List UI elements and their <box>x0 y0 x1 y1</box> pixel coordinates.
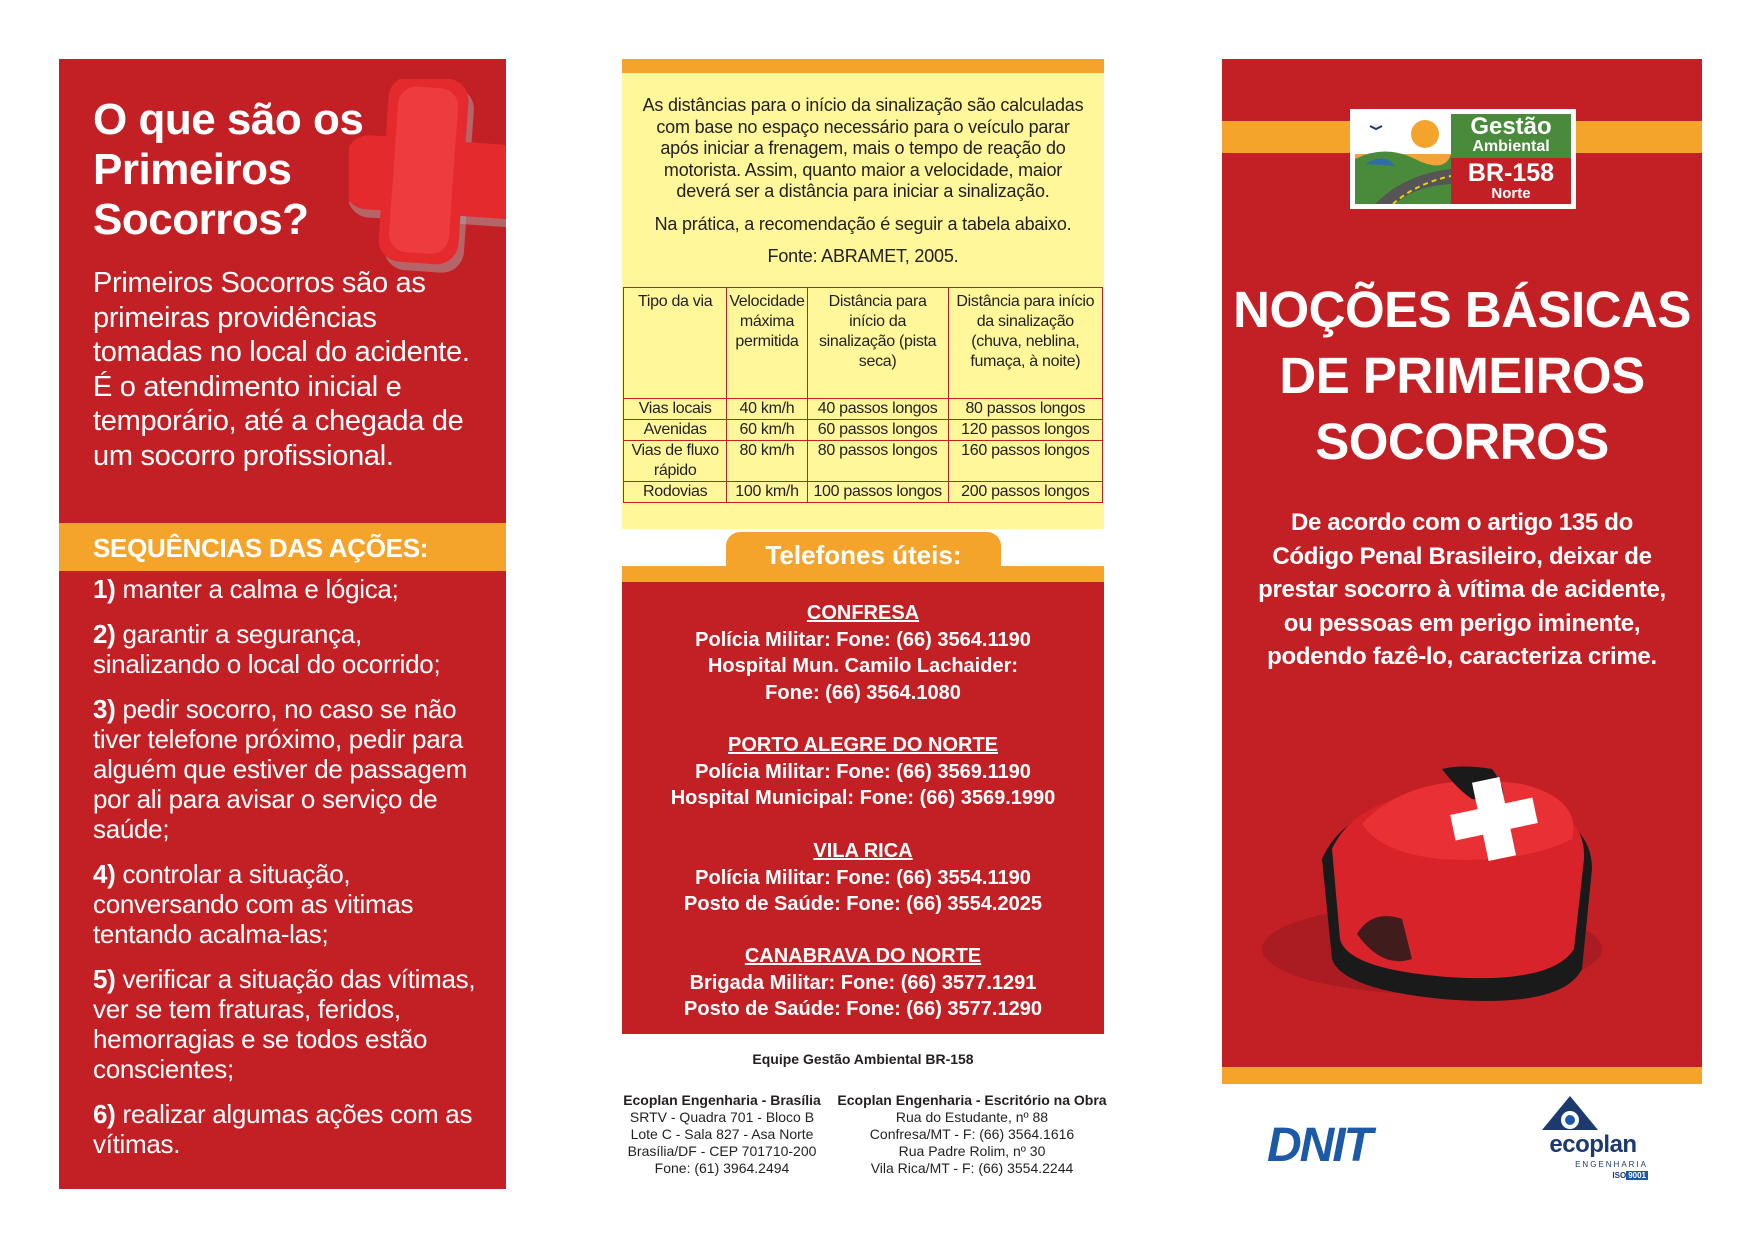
address-line: Lote C - Sala 827 - Asa Norte <box>630 1126 814 1142</box>
phone-block-confresa <box>622 600 1104 706</box>
table-cell: 80 passos longos <box>948 399 1102 420</box>
gestao-ambiental-logo <box>1350 109 1576 209</box>
phones-title: Telefones úteis: <box>765 540 962 570</box>
step-item <box>93 1099 483 1159</box>
step-number: 6) <box>93 1099 116 1129</box>
address-line: Fone: (61) 3964.2494 <box>654 1160 790 1176</box>
step-item <box>93 859 483 949</box>
phones-panel <box>622 582 1104 1034</box>
phone-block-porto-alegre <box>622 732 1104 812</box>
step-item <box>93 694 483 844</box>
phone-line: Posto de Saúde: Fone: (66) 3554.2025 <box>684 893 1042 915</box>
logo-text: Norte <box>1491 185 1531 202</box>
table-cell: 40 passos longos <box>807 399 948 420</box>
phone-city: CANABRAVA DO NORTE <box>744 945 982 967</box>
table-cell: 100 passos longos <box>807 482 948 503</box>
phone-line: Hospital Mun. Camilo Lachaider: <box>707 655 1019 677</box>
table-cell: 80 km/h <box>727 441 807 482</box>
table-cell: Avenidas <box>624 420 727 441</box>
right-legal-text: De acordo com o artigo 135 do Código Penal Brasileiro, deixar de prestar socorro à vítima de acidente, ou pessoas em perigo iminente, podendo fazê-lo, caracteriza crime. <box>1258 509 1666 670</box>
step-text: garantir a segurança, sinalizando o local do ocorrido; <box>93 619 441 679</box>
address-line: Confresa/MT - F: (66) 3564.1616 <box>869 1126 1075 1142</box>
ecoplan-subtitle: ENGENHARIA <box>1575 1160 1648 1169</box>
logo-text: Ambiental <box>1472 138 1550 155</box>
address-title: Ecoplan Engenharia - Brasília <box>623 1092 821 1108</box>
table-cell: Rodovias <box>624 482 727 503</box>
table-row <box>624 482 1103 503</box>
sequence-header-bar <box>59 523 506 571</box>
phone-line: Polícia Militar: Fone: (66) 3569.1190 <box>695 760 1031 783</box>
phone-line: Hospital Municipal: Fone: (66) 3569.1990 <box>670 787 1056 809</box>
table-header: Distância para início da sinalização (chuva, neblina, fumaça, à noite) <box>948 288 1102 399</box>
signaling-source: Fonte: ABRAMET, 2005. <box>767 246 959 266</box>
ecoplan-logo <box>1538 1094 1648 1184</box>
address-brasilia <box>607 1092 837 1177</box>
left-panel <box>59 59 506 1189</box>
table-cell: 120 passos longos <box>948 420 1102 441</box>
step-text: pedir socorro, no caso se não tiver telefone próximo, pedir para alguém que estiver de passagem por ali para avisar o serviço de saúde; <box>93 694 468 844</box>
table-row <box>624 441 1103 482</box>
table-cell: Vias locais <box>624 399 727 420</box>
table-cell: 60 passos longos <box>807 420 948 441</box>
address-line: Rua do Estudante, nº 88 <box>895 1109 1049 1125</box>
table-row <box>624 399 1103 420</box>
address-line: Rua Padre Rolim, nº 30 <box>898 1143 1046 1159</box>
phone-block-canabrava <box>622 943 1104 1023</box>
logo-text: Gestão <box>1470 113 1552 140</box>
signaling-paragraph: As distâncias para o início da sinalização são calculadas com base no espaço necessário para o veículo parar após iniciar a frenagem, mais o tempo de reação do motorista. Assim, quanto maior a velocidade, maior deverá ser a distância para iniciar a sinalização. <box>642 95 1084 201</box>
right-title: NOÇÕES BÁSICAS DE PRIMEIROS SOCORROS <box>1233 281 1691 470</box>
step-number: 1) <box>93 574 116 604</box>
team-credit: Equipe Gestão Ambiental BR-158 <box>752 1051 974 1067</box>
ecoplan-symbol-icon <box>1540 1094 1600 1134</box>
dnit-logo <box>1265 1115 1415 1170</box>
landscape-icon <box>1355 114 1451 204</box>
step-number: 5) <box>93 964 116 994</box>
iso-number: 9001 <box>1628 1171 1646 1180</box>
table-cell: 160 passos longos <box>948 441 1102 482</box>
distance-table <box>623 287 1103 503</box>
step-text: controlar a situação, conversando com as vitimas tentando acalma-las; <box>93 859 414 949</box>
step-item <box>93 574 483 604</box>
signaling-text <box>642 95 1084 279</box>
logo-red-block <box>1451 158 1571 204</box>
address-line: Vila Rica/MT - F: (66) 3554.2244 <box>870 1160 1074 1176</box>
right-bottom-bar <box>1222 1067 1702 1084</box>
logo-text: BR-158 <box>1467 159 1555 187</box>
ecoplan-name: ecoplan <box>1549 1131 1637 1158</box>
phone-line: Brigada Militar: Fone: (66) 3577.1291 <box>689 971 1037 994</box>
right-panel <box>1222 59 1702 1077</box>
table-cell: Vias de fluxo rápido <box>624 441 727 482</box>
address-line: SRTV - Quadra 701 - Bloco B <box>629 1109 815 1125</box>
sequence-title: SEQUÊNCIAS DAS AÇÕES: <box>93 533 429 563</box>
table-header-row <box>624 288 1103 399</box>
table-cell: 80 passos longos <box>807 441 948 482</box>
step-number: 3) <box>93 694 116 724</box>
middle-top-bar <box>622 59 1104 73</box>
left-title: O que são os Primeiros Socorros? <box>93 95 364 244</box>
table-cell: 100 km/h <box>727 482 807 503</box>
table-header: Velocidade máxima permitida <box>727 288 807 399</box>
phone-city: PORTO ALEGRE DO NORTE <box>727 734 999 756</box>
phone-block-vila-rica <box>622 838 1104 918</box>
step-text: verificar a situação das vítimas, ver se tem fraturas, feridos, hemorragias e se todos estão conscientes; <box>93 964 476 1084</box>
step-number: 2) <box>93 619 116 649</box>
steps-list <box>93 574 483 1174</box>
step-item <box>93 619 483 679</box>
table-cell: 40 km/h <box>727 399 807 420</box>
table-header: Tipo da via <box>624 288 727 399</box>
phone-city: CONFRESA <box>806 602 920 624</box>
step-text: manter a calma e lógica; <box>122 574 399 604</box>
left-intro: Primeiros Socorros são as primeiras providências tomadas no local do acidente. É o atendimento inicial e temporário, até a chegada de um socorro profissional. <box>93 267 470 472</box>
signaling-info-box <box>622 73 1104 529</box>
iso-prefix: ISO <box>1612 1171 1627 1180</box>
phone-line: Polícia Militar: Fone: (66) 3554.1190 <box>695 866 1031 889</box>
phone-city: VILA RICA <box>813 840 913 862</box>
phones-tab <box>726 532 1001 582</box>
step-text: realizar algumas ações com as vítimas. <box>93 1099 473 1159</box>
table-header: Distância para início da sinalização (pista seca) <box>807 288 948 399</box>
phone-line: Posto de Saúde: Fone: (66) 3577.1290 <box>684 998 1042 1020</box>
table-cell: 200 passos longos <box>948 482 1102 503</box>
step-number: 4) <box>93 859 116 889</box>
table-row <box>624 420 1103 441</box>
address-title: Ecoplan Engenharia - Escritório na Obra <box>837 1092 1107 1108</box>
iso-badge <box>1612 1171 1648 1180</box>
address-line: Brasília/DF - CEP 701710-200 <box>627 1143 817 1159</box>
table-cell: 60 km/h <box>727 420 807 441</box>
signaling-recommendation: Na prática, a recomendação é seguir a tabela abaixo. <box>654 213 1072 234</box>
phone-line: Fone: (66) 3564.1080 <box>765 681 961 704</box>
phone-line: Polícia Militar: Fone: (66) 3564.1190 <box>695 628 1031 651</box>
step-item <box>93 964 483 1084</box>
address-obra <box>832 1092 1112 1177</box>
logo-green-block <box>1451 114 1571 158</box>
dnit-logo-text: DNIT <box>1267 1119 1371 1170</box>
first-aid-kit-icon <box>1262 729 1682 1029</box>
